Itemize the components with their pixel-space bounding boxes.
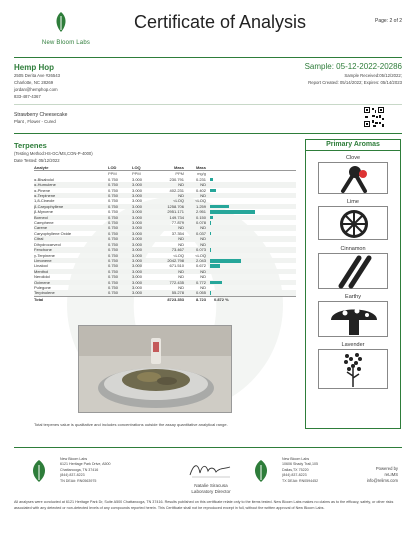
concentration-bar — [210, 210, 255, 214]
cell-analyte: Borneol — [34, 215, 108, 220]
cell-mass-mg: ND — [184, 225, 210, 230]
client-divider — [14, 104, 402, 105]
clove-icon — [319, 163, 389, 195]
cell-lod: 0.750 — [108, 225, 132, 230]
brand-logo — [16, 10, 116, 54]
cell-lod: 0.750 — [108, 220, 119, 226]
aroma-label-earthy: Earthy — [345, 294, 361, 300]
cell-loq: 3.000 — [132, 258, 158, 263]
cell-loq: 3.000 — [132, 204, 158, 209]
aroma-label-lavender: Lavender — [341, 342, 365, 348]
cell-lod: 0.750 — [108, 198, 119, 204]
footer-left-dea: TN DEA#: RN0563975 — [60, 478, 97, 483]
aroma-tile-lime — [318, 206, 388, 240]
aroma-tile-cinnamon — [318, 253, 388, 289]
terpenes-title: Terpenes — [14, 141, 47, 150]
cell-lod: 0.750 — [108, 209, 119, 215]
cell-loq: 3.000 — [132, 236, 158, 241]
cell-loq: 3.000 — [132, 252, 143, 258]
cell-mass-ppm: ND — [158, 182, 184, 187]
aroma-tile-clove — [318, 162, 388, 194]
total-empty-loq — [132, 296, 158, 302]
page-number: Page: 2 of 2 — [375, 18, 402, 24]
cell-analyte: Ocimene — [34, 280, 108, 285]
col-loq: LOQ — [132, 165, 158, 171]
cell-mass-ppm: 55.278 — [158, 290, 184, 296]
powered-brand: reLIMS — [384, 472, 398, 478]
footer-left-phone: (844) 837-8223 — [60, 473, 85, 478]
concentration-bar — [210, 259, 241, 263]
aroma-tile-lavender — [318, 349, 388, 389]
unit-mass-mg: mg/g — [197, 171, 206, 177]
cell-mass-mg: ND — [200, 284, 206, 290]
powered-label: Powered by — [375, 466, 398, 471]
cell-analyte: β-Myrcene — [34, 209, 53, 215]
cell-mass-ppm: ND — [158, 225, 184, 230]
cell-lod: 0.750 — [108, 290, 132, 296]
cell-mass-ppm: 772.435 — [158, 280, 184, 285]
cell-lod: 0.750 — [108, 258, 132, 263]
aroma-tile-earthy — [318, 301, 388, 337]
col-analyte: Analyte — [34, 165, 108, 171]
sample-dates — [308, 72, 402, 86]
cell-loq: 3.000 — [132, 182, 158, 187]
cell-loq: 3.000 — [132, 263, 143, 269]
concentration-bar — [210, 291, 211, 295]
qr-code-icon[interactable] — [363, 106, 385, 128]
cell-analyte: γ-Terpinene — [34, 252, 55, 258]
cinnamon-icon — [319, 254, 389, 290]
cell-lod: 0.750 — [108, 187, 119, 193]
cell-loq: 3.000 — [132, 230, 143, 236]
cell-analyte: Menthol — [34, 269, 108, 274]
total-label: Total — [34, 296, 108, 302]
unit-loq: PPM — [132, 171, 141, 177]
aromas-divider — [305, 150, 401, 151]
signature-mark — [186, 459, 236, 481]
cell-loq: 3.000 — [132, 215, 158, 220]
cell-loq: 3.000 — [132, 284, 143, 290]
footer-right-phone: (844) 837-8223 — [282, 473, 307, 478]
cell-analyte: Carene — [34, 225, 108, 230]
page-title: Certificate of Analysis — [133, 12, 307, 32]
cell-mass-ppm: ND — [158, 236, 184, 241]
cell-lod: 0.750 — [108, 193, 132, 198]
cell-mass-mg: ND — [184, 236, 210, 241]
cell-lod: 0.750 — [108, 284, 119, 290]
sample-image-icon — [79, 326, 232, 413]
concentration-bar — [210, 189, 216, 193]
cell-loq: 3.000 — [132, 280, 158, 285]
client-city: Charlotte, NC 28269 — [14, 80, 54, 85]
cell-mass-mg: ND — [184, 193, 210, 198]
concentration-bar — [210, 232, 211, 236]
lime-icon — [319, 207, 389, 241]
footer-address-right — [282, 457, 318, 484]
footer-right-city: Dallas,TX 75220 — [282, 467, 309, 472]
cell-analyte: Caryophyllene Oxide — [34, 230, 72, 236]
footer-logo-right-icon — [248, 458, 274, 484]
cell-mass-mg: 2.043 — [184, 258, 210, 263]
cell-loq: 3.000 — [132, 209, 143, 215]
cell-analyte: Camphene — [34, 220, 54, 226]
sample-id: Sample: 05-12-2022-20286 — [304, 62, 402, 71]
unit-lod: PPM — [108, 171, 117, 177]
concentration-bar — [210, 281, 222, 285]
cell-analyte: α-Pinene — [34, 187, 51, 193]
powered-email[interactable]: info@relims.com — [366, 478, 398, 484]
cell-mass-mg: 0.402 — [195, 187, 206, 193]
cell-lod: 0.750 — [108, 215, 132, 220]
aroma-label-clove: Clove — [345, 155, 361, 161]
footer-address-left — [60, 457, 111, 484]
concentration-bar — [210, 205, 229, 209]
terpene-disclaimer: Total terpenes value is qualitative and includes concentrations outside the assay quantitative analytical range. — [34, 422, 228, 427]
footer-divider — [14, 447, 402, 448]
concentration-bar — [210, 264, 220, 268]
unit-mass-ppm: PPM — [175, 171, 184, 177]
brand-name: New Bloom Labs — [41, 40, 91, 46]
concentration-bar — [210, 178, 213, 182]
footer-left-street: 6121 Heritage Park Drive, A500 — [60, 462, 111, 467]
footer-right-name: New Bloom Labs — [282, 457, 310, 461]
cell-mass-mg: <LOQ — [195, 252, 206, 258]
cell-analyte: Fenchone — [34, 247, 108, 252]
aroma-label-cinnamon: Cinnamon — [340, 246, 366, 252]
cell-mass-ppm: 2042.798 — [158, 258, 184, 263]
client-name: Hemp Hop — [14, 63, 54, 72]
cell-lod: 0.750 — [108, 236, 132, 241]
client-address — [14, 72, 60, 100]
leaf-logo-icon — [52, 10, 70, 34]
total-row — [34, 296, 296, 302]
cell-loq: 3.000 — [132, 241, 143, 247]
cell-mass-ppm: <LOQ — [173, 198, 184, 204]
cell-mass-mg: ND — [184, 269, 210, 274]
cell-lod: 0.750 — [108, 252, 119, 258]
cell-lod: 0.750 — [108, 182, 132, 187]
cell-analyte: α-Humulene — [34, 182, 108, 187]
cell-mass-ppm: 73.467 — [158, 247, 184, 252]
cell-mass-mg: ND — [200, 241, 206, 247]
cell-mass-mg: 0.231 — [195, 176, 206, 182]
total-mass-mg: 8.723 — [184, 296, 210, 302]
aromas-title: Primary Aromas — [326, 141, 380, 148]
cell-loq: 3.000 — [132, 247, 158, 252]
cell-analyte: Limonene — [34, 258, 108, 263]
sample-received: Sample Received:05/12/2022; — [344, 73, 402, 78]
cell-loq: 3.000 — [132, 274, 143, 280]
concentration-bar — [210, 248, 211, 252]
signer-role: Laboratory Director — [191, 489, 231, 494]
powered-by — [367, 466, 398, 485]
cell-mass-mg: ND — [200, 274, 206, 280]
cell-mass-ppm: 402.231 — [169, 187, 184, 193]
cell-mass-ppm: ND — [178, 241, 184, 247]
cell-loq: 3.000 — [132, 198, 143, 204]
cell-analyte: α-Terpinene — [34, 193, 108, 198]
cell-lod: 0.750 — [108, 241, 119, 247]
client-phone: 833-487-4367 — [14, 94, 41, 99]
cell-lod: 0.750 — [108, 263, 119, 269]
cell-mass-ppm: 2951.171 — [167, 209, 184, 215]
cell-mass-ppm: 37.354 — [171, 230, 184, 236]
cell-loq: 3.000 — [132, 220, 143, 226]
cell-mass-ppm: ND — [178, 284, 184, 290]
cell-loq: 3.000 — [132, 269, 158, 274]
cell-mass-ppm: 230.791 — [169, 176, 184, 182]
cell-mass-ppm: 1258.706 — [158, 204, 184, 209]
footer-left-city: Chattanooga, TN 37416 — [60, 467, 99, 472]
footer-right-dea: TX DEA#: RN0594452 — [282, 478, 319, 483]
col-lod: LOD — [108, 165, 132, 171]
mushroom-icon — [319, 302, 389, 338]
cell-mass-mg: ND — [184, 182, 210, 187]
cell-mass-ppm: ND — [158, 269, 184, 274]
aroma-label-lime: Lime — [347, 199, 359, 205]
cell-analyte: 1,8-Cineole — [34, 198, 55, 204]
legal-notice: All analyses were conducted at 6121 Heritage Park Dr, Suite A500 Chattanooga, TN 37416. Results published on this certificate relate only to the items tested. New Bloom Labs makes no claims as to the efficacy, safety, or other risks associated with any detected or non-detected levels of any compounds reported herein. This Certificate shall not be reproduced except in full, without the written approval of New Bloom Labs. — [14, 500, 394, 510]
footer-right-street: 10606 Shady Trail,105 — [282, 462, 318, 467]
footer-logo-left-icon — [26, 458, 52, 484]
testing-method: (Testing Method:HS-GC/MS,CON-P-4000) — [14, 151, 93, 156]
cell-loq: 3.000 — [132, 176, 143, 182]
total-percent: 0.872 % — [210, 296, 296, 302]
product-type: Plant , Flower - Cured — [14, 119, 56, 124]
product-name: Strawberry Cheesecake — [14, 112, 68, 118]
cell-mass-ppm: <LOQ — [173, 252, 184, 258]
cell-mass-ppm: 149.734 — [158, 215, 184, 220]
concentration-bar — [210, 216, 213, 220]
cell-analyte: Dihydrocarveol — [34, 241, 61, 247]
cell-mass-mg: 0.772 — [184, 280, 210, 285]
cell-mass-mg: 0.073 — [184, 247, 210, 252]
cell-lod: 0.750 — [108, 176, 119, 182]
report-dates: Report Created: 05/14/2022; Expires: 05/14/2023 — [308, 80, 402, 85]
cell-mass-ppm: ND — [178, 274, 184, 280]
cell-loq: 3.000 — [132, 290, 158, 296]
col-mass-ppm: Mass — [158, 165, 184, 171]
product-divider — [14, 133, 402, 134]
cell-lod: 0.750 — [108, 274, 119, 280]
header-divider — [14, 57, 402, 58]
cell-loq: 3.000 — [132, 193, 158, 198]
cell-mass-mg: 2.951 — [195, 209, 206, 215]
footer-left-name: New Bloom Labs — [60, 457, 88, 461]
client-street: 2505 Derita Ave #26543 — [14, 73, 61, 78]
cell-loq: 3.000 — [132, 187, 143, 193]
cell-mass-ppm: ND — [158, 193, 184, 198]
total-mass-ppm: 8723.353 — [158, 296, 184, 302]
signer-name: Natalie Siracusa — [194, 483, 228, 488]
terpene-table — [34, 165, 296, 302]
concentration-bar — [210, 221, 211, 225]
cell-mass-mg: 1.259 — [184, 204, 210, 209]
cell-analyte: β-Caryophyllene — [34, 204, 108, 209]
cell-analyte: α-Bisabolol — [34, 176, 54, 182]
cell-mass-mg: 0.037 — [195, 230, 206, 236]
cell-lod: 0.750 — [108, 204, 132, 209]
cell-mass-mg: 0.150 — [184, 215, 210, 220]
sample-photo — [78, 325, 232, 413]
cell-mass-ppm: 671.510 — [169, 263, 184, 269]
cell-mass-mg: <LOQ — [195, 198, 206, 204]
cell-analyte: Nerolidol — [34, 274, 50, 280]
cell-lod: 0.750 — [108, 247, 132, 252]
cell-analyte: Linalool — [34, 263, 48, 269]
cell-mass-mg: 0.672 — [195, 263, 206, 269]
cell-lod: 0.750 — [108, 280, 132, 285]
total-empty-lod — [108, 296, 132, 302]
cell-lod: 0.750 — [108, 230, 119, 236]
col-mass-mg: Mass — [184, 165, 210, 171]
client-email: jordan@hemphop.com — [14, 87, 58, 92]
cell-analyte: Terpinolene — [34, 290, 108, 296]
cell-mass-ppm: 77.879 — [171, 220, 184, 226]
cell-mass-mg: 0.055 — [184, 290, 210, 296]
cell-loq: 3.000 — [132, 225, 158, 230]
cell-mass-mg: 0.078 — [195, 220, 206, 226]
cell-analyte: Pulegone — [34, 284, 51, 290]
lavender-icon — [319, 350, 389, 390]
date-tested: Date Tested: 05/12/2022 — [14, 158, 60, 163]
cell-lod: 0.750 — [108, 269, 132, 274]
cell-analyte: Citral — [34, 236, 108, 241]
